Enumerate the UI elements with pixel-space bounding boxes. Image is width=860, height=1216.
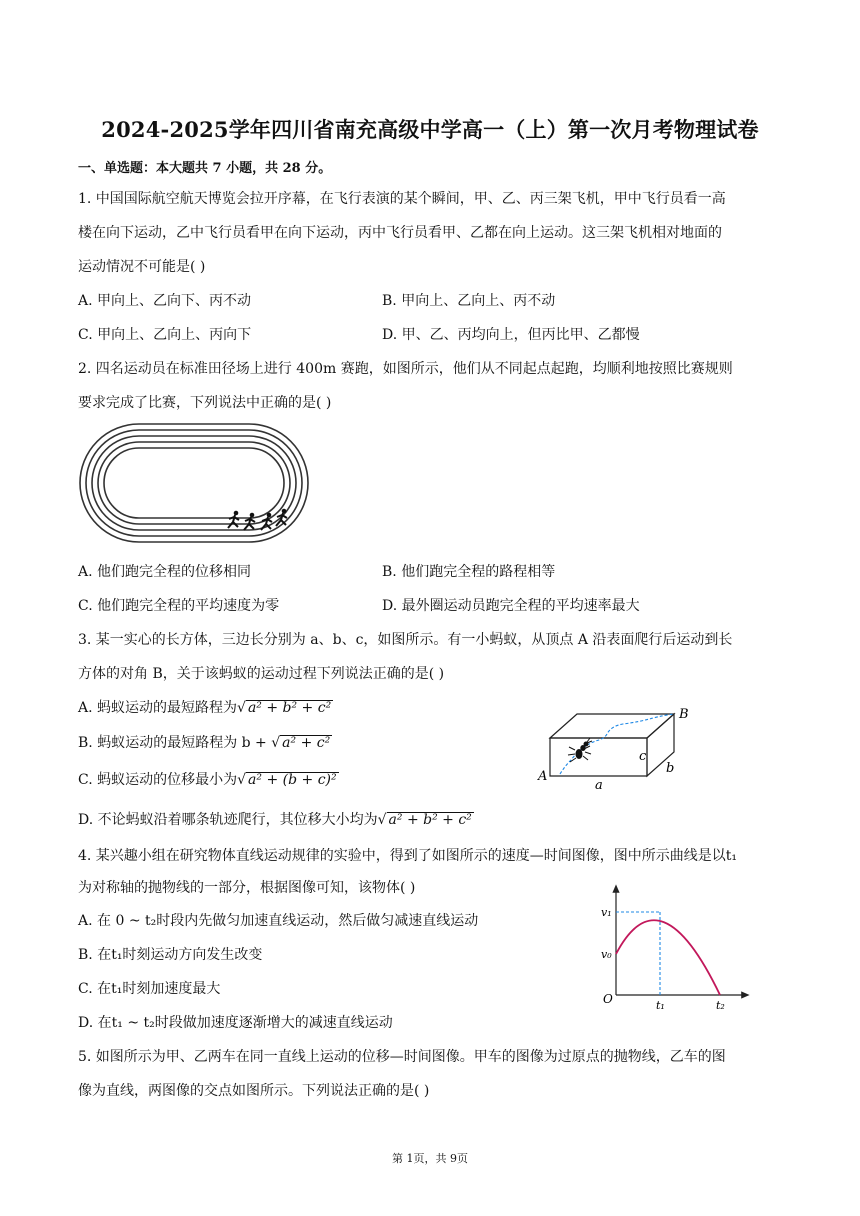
label-a: a: [595, 778, 603, 793]
q2-option-b: B. 他们跑完全程的路程相等: [382, 564, 556, 580]
page-title: 2024-2025学年四川省南充高级中学高一（上）第一次月考物理试卷: [101, 117, 759, 142]
velocity-curve: [616, 920, 720, 995]
q3-stem-line2: 方体的对角 B，关于该蚂蚁的运动过程下列说法正确的是( ): [78, 666, 445, 682]
q4-option-c: C. 在t₁时刻加速度最大: [78, 981, 221, 997]
q1-stem-line2: 楼在向下运动，乙中飞行员看甲在向下运动，丙中飞行员看甲、乙都在向上运动。这三架飞机相对地面的: [78, 225, 722, 241]
label-b: b: [666, 761, 675, 776]
label-t2: t₂: [716, 999, 725, 1012]
cuboid-ant-figure: [535, 702, 700, 794]
velocity-time-graph: [596, 882, 756, 1016]
label-v1: v₁: [601, 906, 612, 919]
q3-stem-line1: 3. 某一实心的长方体，三边长分别为 a、b、c，如图所示。有一小蚂蚁，从顶点 A 沿表面爬行后运动到长: [78, 632, 733, 648]
q2-option-c: C. 他们跑完全程的平均速度为零: [78, 598, 280, 614]
q3-option-a: A. 蚂蚁运动的最短路程为√ a² + b² + c²: [78, 700, 332, 716]
section-heading: 一、单选题：本大题共 7 小题，共 28 分。: [78, 161, 332, 176]
q1-stem-line3: 运动情况不可能是( ): [78, 259, 206, 275]
q3-option-a-formula: a² + b² + c²: [247, 700, 332, 716]
q4-option-d: D. 在t₁ ~ t₂时段做加速度逐渐增大的减速直线运动: [78, 1015, 393, 1031]
label-v0: v₀: [601, 948, 612, 961]
q1-stem-line1: 1. 中国国际航空航天博览会拉开序幕，在飞行表演的某个瞬间，甲、乙、丙三架飞机，甲中飞行员看一高: [78, 191, 726, 207]
q5-stem-line1: 5. 如图所示为甲、乙两车在同一直线上运动的位移—时间图像。甲车的图像为过原点的抛物线，乙车的图: [78, 1049, 726, 1065]
label-B: B: [679, 707, 689, 722]
q1-option-b: B. 甲向上、乙向上、丙不动: [382, 293, 556, 309]
q2-stem-line2: 要求完成了比赛，下列说法中正确的是( ): [78, 395, 332, 411]
label-origin: O: [603, 992, 613, 1006]
page-footer: 第 1页，共 9页: [392, 1152, 468, 1165]
q4-option-a: A. 在 0 ~ t₂时段内先做匀加速直线运动，然后做匀减速直线运动: [78, 913, 479, 929]
q3-option-c-formula: a² + (b + c)²: [248, 772, 337, 788]
label-c: c: [639, 749, 647, 764]
q2-stem-line1: 2. 四名运动员在标准田径场上进行 400m 赛跑，如图所示，他们从不同起点起跑，均顺利地按照比赛规则: [78, 361, 733, 377]
q4-stem-line1: 4. 某兴趣小组在研究物体直线运动规律的实验中，得到了如图所示的速度—时间图像，图中所示曲线是以t₁: [78, 848, 738, 864]
q5-stem-line2: 像为直线，两图像的交点如图所示。下列说法正确的是( ): [78, 1083, 430, 1099]
q3-option-d-formula: a² + b² + c²: [388, 812, 472, 828]
q4-stem-line2: 为对称轴的抛物线的一部分，根据图像可知，该物体( ): [78, 880, 416, 896]
q2-option-d: D. 最外圈运动员跑完全程的平均速率最大: [382, 598, 640, 614]
q3-option-b: B. 蚂蚁运动的最短路程为 b + √ a² + c²: [78, 735, 331, 751]
q1-option-d: D. 甲、乙、丙均向上，但丙比甲、乙都慢: [382, 327, 640, 343]
q3-option-b-text: B. 蚂蚁运动的最短路程为 b +: [78, 735, 272, 751]
q3-option-a-text: A. 蚂蚁运动的最短路程为: [78, 700, 238, 716]
running-track-figure: [78, 422, 312, 546]
label-A: A: [538, 769, 548, 784]
q1-option-a: A. 甲向上、乙向下、丙不动: [78, 293, 252, 309]
q3-option-b-formula: a² + c²: [282, 735, 331, 751]
q1-option-c: C. 甲向上、乙向上、丙向下: [78, 327, 252, 343]
q2-option-a: A. 他们跑完全程的位移相同: [78, 564, 252, 580]
label-t1: t₁: [656, 999, 665, 1012]
q3-option-c-text: C. 蚂蚁运动的位移最小为: [78, 772, 238, 788]
q3-option-d-text: D. 不论蚂蚁沿着哪条轨迹爬行，其位移大小均为: [78, 812, 378, 828]
ant-icon: [568, 738, 592, 762]
q3-option-c: C. 蚂蚁运动的位移最小为√ a² + (b + c)²: [78, 772, 337, 788]
q3-option-d: D. 不论蚂蚁沿着哪条轨迹爬行，其位移大小均为√ a² + b² + c²: [78, 812, 472, 828]
q4-option-b: B. 在t₁时刻运动方向发生改变: [78, 947, 263, 963]
